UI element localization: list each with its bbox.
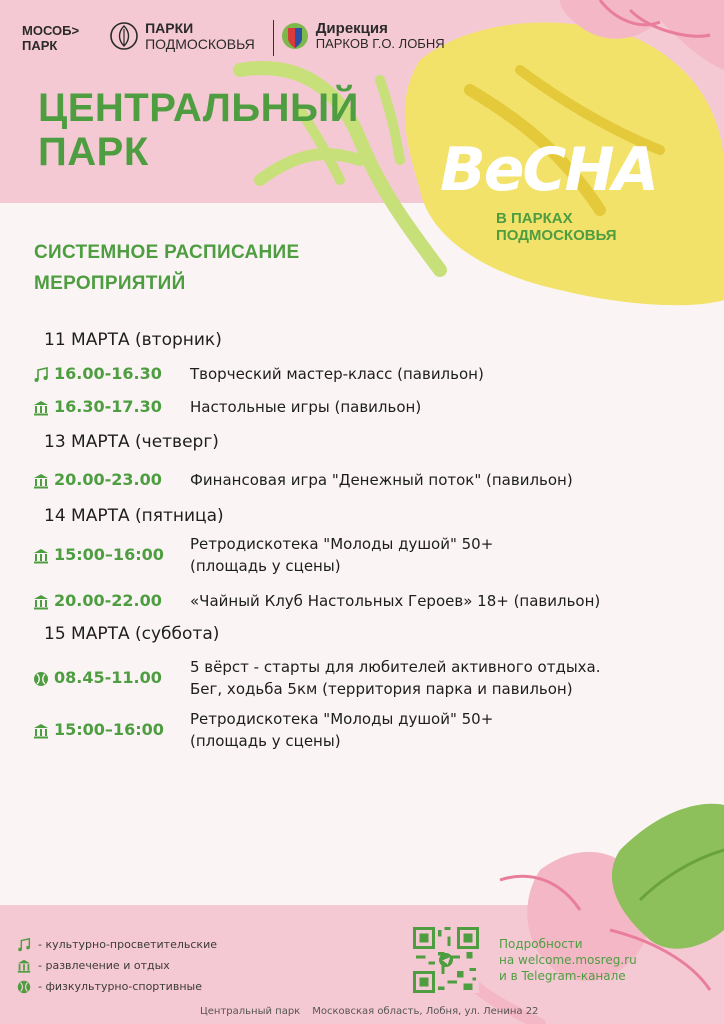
schedule-title-line2: МЕРОПРИЯТИЙ: [34, 273, 186, 294]
event-time: 20.00-22.00: [54, 591, 162, 610]
day-date: 14 МАРТА: [44, 506, 130, 526]
day-header: [44, 330, 222, 350]
day-weekday: (четверг): [135, 432, 219, 452]
more-info-line1: Подробности: [499, 937, 583, 951]
parki-line1: ПАРКИ: [145, 20, 194, 36]
building-icon: [32, 547, 50, 565]
building-icon: [16, 958, 32, 974]
day-weekday: (вторник): [135, 330, 222, 350]
event-description: [190, 396, 421, 418]
event-time: 15:00–16:00: [54, 720, 164, 739]
building-icon: [32, 722, 50, 740]
footer-address: [200, 1006, 538, 1017]
schedule-title: [34, 237, 300, 299]
direkciya-line2: ПАРКОВ Г.О. ЛОБНЯ: [315, 36, 445, 51]
building-icon: [32, 399, 50, 417]
event-description: [190, 590, 600, 612]
event-time: 16.00-16.30: [54, 364, 162, 383]
lobnya-emblem-icon: [280, 20, 310, 52]
day-date: 11 МАРТА: [44, 330, 130, 350]
event-row: [32, 656, 601, 700]
legend-text: - развлечение и отдых: [38, 959, 170, 972]
ball-icon: [32, 670, 50, 688]
header-logos: [22, 20, 445, 60]
event-description: [190, 469, 573, 491]
direkciya-logo: [280, 20, 445, 52]
legend-item: [16, 976, 217, 997]
day-header: [44, 506, 224, 526]
legend-text: - культурно-просветительские: [38, 938, 217, 951]
event-row: [32, 708, 493, 752]
vesna-subtitle-line1: В ПАРКАХ: [496, 210, 573, 227]
event-desc-line2: Бег, ходьба 5км (территория парка и павильон): [190, 680, 573, 698]
legend: [16, 934, 217, 997]
event-desc-line2: (площадь у сцены): [190, 732, 341, 750]
legend-text: - физкультурно-спортивные: [38, 980, 202, 993]
mosoblpark-line2: ПАРК: [22, 38, 58, 53]
vesna-wordmark: ВеСНА: [440, 135, 658, 205]
footer-address-text: Московская область, Лобня, ул. Ленина 22: [312, 1006, 539, 1017]
event-time: 08.45-11.00: [54, 668, 162, 687]
parki-podmoskovya-logo: [109, 20, 255, 52]
day-weekday: (пятница): [135, 506, 224, 526]
ball-icon: [16, 979, 32, 995]
mosoblpark-logo: [22, 23, 79, 53]
event-row: [32, 533, 493, 577]
vesna-subtitle: [496, 210, 617, 244]
event-desc-line1: «Чайный Клуб Настольных Героев» 18+ (павильон): [190, 592, 601, 610]
more-info-link[interactable]: на welcome.mosreg.ru: [499, 953, 637, 967]
event-time: 16.30-17.30: [54, 397, 162, 416]
event-row: [32, 590, 600, 612]
event-desc-line1: Ретродискотека "Молоды душой" 50+: [190, 710, 494, 728]
schedule-title-line1: СИСТЕМНОЕ РАСПИСАНИЕ: [34, 242, 300, 263]
park-title-line2: ПАРК: [38, 130, 149, 174]
legend-item: [16, 955, 217, 976]
mosoblpark-line1: МОСОБ>: [22, 23, 80, 38]
building-icon: [32, 472, 50, 490]
music-note-icon: [16, 937, 32, 953]
direkciya-line1: Дирекция: [315, 20, 388, 37]
event-description: [190, 533, 493, 577]
more-info-line3: и в Telegram-канале: [499, 969, 626, 983]
event-row: [32, 363, 484, 385]
footer-park-name: Центральный парк: [200, 1006, 301, 1017]
event-time: 20.00-23.00: [54, 470, 162, 489]
event-desc-line1: Финансовая игра "Денежный поток" (павильон): [190, 471, 573, 489]
day-date: 15 МАРТА: [44, 624, 130, 644]
event-desc-line2: (площадь у сцены): [190, 557, 341, 575]
event-description: [190, 656, 601, 700]
event-row: [32, 396, 421, 418]
event-desc-line1: 5 вёрст - старты для любителей активного отдыха.: [190, 658, 601, 676]
event-description: [190, 363, 484, 385]
logo-divider: [273, 20, 274, 56]
day-header: [44, 432, 219, 452]
park-title-line1: ЦЕНТРАЛЬНЫЙ: [38, 86, 359, 130]
day-date: 13 МАРТА: [44, 432, 130, 452]
legend-item: [16, 934, 217, 955]
parki-line2: ПОДМОСКОВЬЯ: [145, 36, 255, 52]
vesna-subtitle-line2: ПОДМОСКОВЬЯ: [496, 227, 617, 244]
building-icon: [32, 593, 50, 611]
qr-code[interactable]: [413, 927, 479, 993]
event-row: [32, 469, 573, 491]
event-desc-line1: Ретродискотека "Молоды душой" 50+: [190, 535, 494, 553]
park-title: [38, 86, 359, 174]
music-note-icon: [32, 366, 50, 384]
event-time: 15:00–16:00: [54, 545, 164, 564]
day-weekday: (суббота): [135, 624, 220, 644]
event-description: [190, 708, 493, 752]
more-info: [499, 936, 637, 984]
event-desc-line1: Творческий мастер-класс (павильон): [190, 365, 484, 383]
day-header: [44, 624, 219, 644]
leaf-emblem-icon: [109, 21, 139, 51]
event-desc-line1: Настольные игры (павильон): [190, 398, 422, 416]
